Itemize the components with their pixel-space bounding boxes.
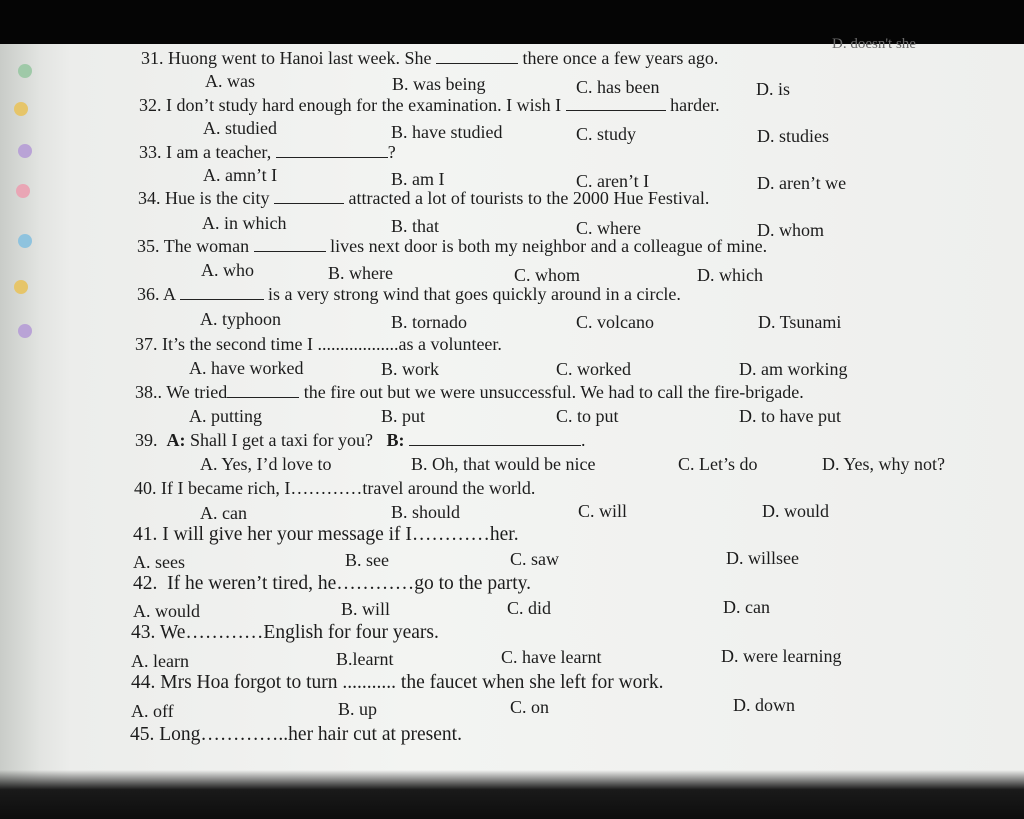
- option[interactable]: B. that: [391, 216, 439, 236]
- option[interactable]: B. up: [338, 699, 378, 719]
- question-37: 37. It’s the second time I ..................as a volunteer.: [135, 334, 502, 354]
- option[interactable]: B. should: [391, 502, 461, 522]
- option[interactable]: D. can: [723, 597, 770, 617]
- option[interactable]: C. will: [578, 501, 628, 521]
- option[interactable]: B. work: [381, 359, 439, 379]
- bottom-shadow: [0, 770, 1024, 819]
- option[interactable]: C. on: [510, 697, 550, 717]
- question-33: 33. I am a teacher, ?: [139, 142, 396, 162]
- question-39: 39. A: Shall I get a taxi for you? B: .: [135, 430, 586, 450]
- option[interactable]: B. was being: [392, 74, 486, 94]
- option[interactable]: D. which: [697, 265, 763, 285]
- option[interactable]: A. putting: [189, 406, 263, 426]
- option[interactable]: D. am working: [739, 359, 848, 379]
- decorative-flower-icon: [18, 144, 32, 158]
- option[interactable]: A. who: [201, 260, 254, 280]
- option[interactable]: B. tornado: [391, 312, 467, 332]
- cut-off-fragment: D. doesn't she: [832, 36, 916, 52]
- option[interactable]: C. aren’t I: [576, 171, 650, 191]
- question-41: 41. I will give her your message if I…………her.: [133, 524, 519, 545]
- question-42: 42. If he weren’t tired, he…………go to the party.: [133, 573, 532, 594]
- option[interactable]: D. to have put: [739, 406, 841, 426]
- decorative-flower-icon: [18, 64, 32, 78]
- option[interactable]: B. put: [381, 406, 426, 426]
- option[interactable]: A. was: [205, 71, 255, 91]
- option[interactable]: C. study: [576, 124, 637, 144]
- option[interactable]: D. whom: [757, 220, 824, 240]
- option[interactable]: C. have learnt: [501, 647, 602, 667]
- option[interactable]: C. Let’s do: [678, 454, 758, 474]
- decorative-flower-icon: [16, 184, 30, 198]
- option[interactable]: C. volcano: [576, 312, 654, 332]
- question-35: 35. The woman lives next door is both my neighbor and a colleague of mine.: [137, 236, 768, 256]
- decorative-flower-icon: [18, 324, 32, 338]
- option[interactable]: A. sees: [133, 552, 185, 572]
- option[interactable]: A. have worked: [189, 358, 304, 378]
- decorative-flower-icon: [14, 102, 28, 116]
- option[interactable]: A. can: [200, 503, 247, 523]
- option[interactable]: A. learn: [131, 651, 189, 671]
- question-34: 34. Hue is the city attracted a lot of tourists to the 2000 Hue Festival.: [138, 188, 710, 208]
- option[interactable]: D. Yes, why not?: [822, 454, 946, 474]
- question-44: 44. Mrs Hoa forgot to turn ........... the faucet when she left for work.: [131, 672, 664, 693]
- decorative-flower-icon: [14, 280, 28, 294]
- option[interactable]: B. see: [345, 550, 389, 570]
- question-45: 45. Long…………..her hair cut at present.: [130, 724, 462, 745]
- option[interactable]: C. to put: [556, 406, 619, 426]
- question-38: 38.. We tried the fire out but we were unsuccessful. We had to call the fire-brigade.: [135, 382, 804, 402]
- option[interactable]: D. studies: [757, 126, 829, 146]
- decorative-flower-icon: [18, 234, 32, 248]
- option[interactable]: D. Tsunami: [758, 312, 842, 332]
- option[interactable]: A. would: [133, 601, 200, 621]
- question-40: 40. If I became rich, I…………travel around the world.: [134, 478, 536, 498]
- question-31: 31. Huong went to Hanoi last week. She there once a few years ago.: [141, 48, 719, 68]
- option[interactable]: A. Yes, I’d love to: [200, 454, 332, 474]
- option[interactable]: A. off: [131, 701, 174, 721]
- question-43: 43. We…………English for four years.: [131, 622, 439, 643]
- option[interactable]: D. would: [762, 501, 829, 521]
- option[interactable]: B. Oh, that would be nice: [411, 454, 596, 474]
- option[interactable]: B. have studied: [391, 122, 503, 142]
- option[interactable]: C. whom: [514, 265, 581, 285]
- option[interactable]: B. will: [341, 599, 391, 619]
- option[interactable]: C. where: [576, 218, 641, 238]
- option[interactable]: B. am I: [391, 169, 445, 189]
- option[interactable]: C. has been: [576, 77, 660, 97]
- option[interactable]: C. saw: [510, 549, 559, 569]
- option[interactable]: A. amn’t I: [203, 165, 278, 185]
- option[interactable]: A. studied: [203, 118, 277, 138]
- option[interactable]: A. in which: [202, 213, 287, 233]
- option[interactable]: D. willsee: [726, 548, 799, 568]
- option[interactable]: B. where: [328, 263, 393, 283]
- question-36: 36. A is a very strong wind that goes quickly around in a circle.: [137, 284, 681, 304]
- left-decorative-strip: [0, 44, 40, 790]
- option[interactable]: D. down: [733, 695, 795, 715]
- option[interactable]: C. did: [507, 598, 552, 618]
- option[interactable]: D. aren’t we: [757, 173, 847, 193]
- option[interactable]: D. were learning: [721, 646, 842, 666]
- option[interactable]: D. is: [756, 79, 791, 99]
- option[interactable]: A. typhoon: [200, 309, 281, 329]
- option[interactable]: C. worked: [556, 359, 631, 379]
- question-32: 32. I don’t study hard enough for the examination. I wish I harder.: [139, 95, 720, 115]
- option[interactable]: B.learnt: [336, 649, 394, 669]
